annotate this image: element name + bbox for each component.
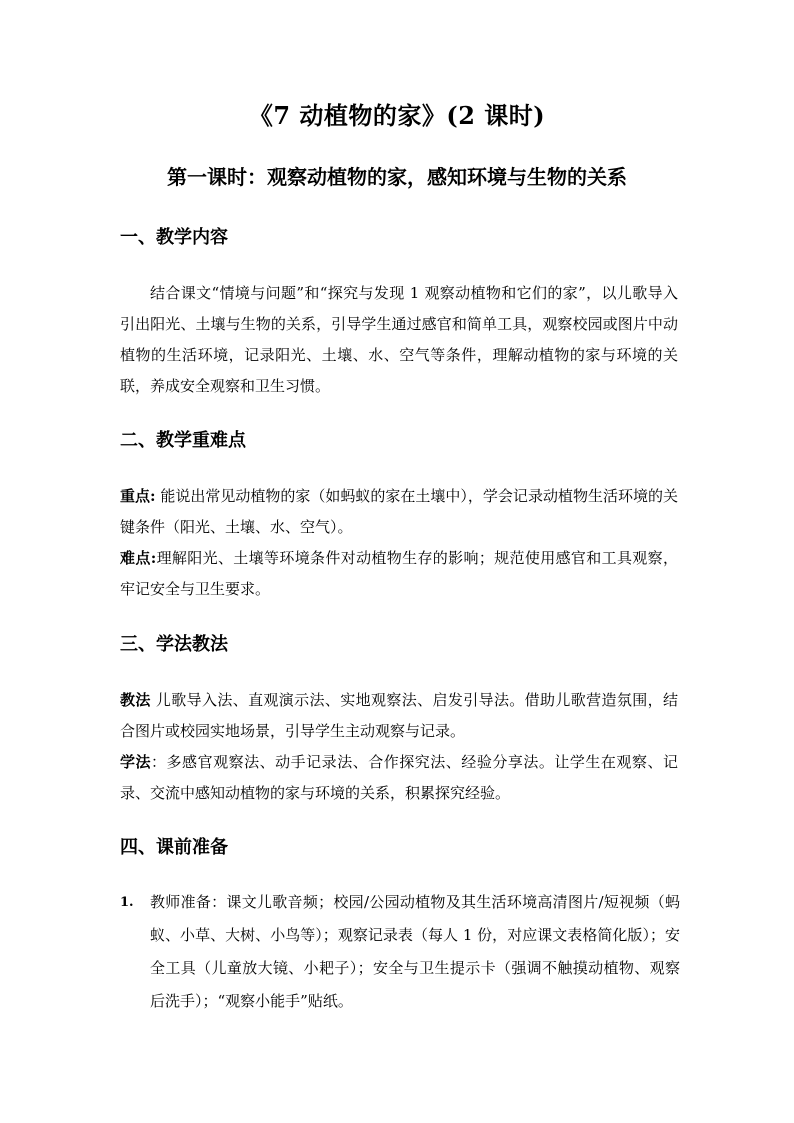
teaching-method-label: 教法 — [120, 691, 151, 709]
teaching-method-paragraph — [120, 685, 678, 747]
key-difficulty-paragraph — [120, 543, 678, 605]
learning-method-label: 学法 — [120, 753, 152, 771]
section-heading-content: 一、教学内容 — [120, 227, 228, 248]
section-content-paragraph: 结合课文“情境与问题”和“探究与发现 1 观察动植物和它们的家”，以儿歌导入引出阳光、土壤与生物的关系，引导学生通过感官和简单工具，观察校园或图片中动植物的生活环境，记录阳光、土壤、水、空气等条件，理解动植物的家与环境的关联，养成安全观察和卫生习惯。 — [120, 284, 678, 395]
list-item-number: 1. — [120, 895, 134, 910]
document-title: 《7 动植物的家》(2 课时) — [248, 101, 546, 130]
learning-method-paragraph — [120, 747, 678, 809]
document-subtitle: 第一课时：观察动植物的家，感知环境与生物的关系 — [167, 165, 627, 189]
section-heading-key-points: 二、教学重难点 — [120, 430, 246, 451]
section-heading-methods: 三、学法教法 — [120, 634, 228, 655]
preparation-list-item — [120, 886, 680, 1018]
key-focus-text: 能说出常见动植物的家（如蚂蚁的家在土壤中），学会记录动植物生活环境的关键条件（阳光、土壤、水、空气）。 — [120, 487, 678, 536]
list-item-text: 教师准备：课文儿歌音频；校园/公园动植物及其生活环境高清图片/短视频（蚂蚁、小草、大树、小鸟等）；观察记录表（每人 1 份，对应课文表格简化版）；安全工具（儿童放大镜、小耙子）；安全与卫生提示卡（强调不触摸动植物、观察后洗手）；“观察小能手”贴纸。 — [150, 893, 680, 1010]
key-focus-paragraph — [120, 481, 678, 543]
key-difficulty-text: 理解阳光、土壤等环境条件对动植物生存的影响；规范使用感官和工具观察，牢记安全与卫生要求。 — [120, 549, 678, 598]
learning-method-text: ：多感官观察法、动手记录法、合作探究法、经验分享法。让学生在观察、记录、交流中感知动植物的家与环境的关系，积累探究经验。 — [120, 753, 678, 802]
key-focus-label: 重点: — [120, 487, 156, 505]
key-difficulty-label: 难点: — [120, 549, 157, 567]
teaching-method-text: 儿歌导入法、直观演示法、实地观察法、启发引导法。借助儿歌营造氛围，结合图片或校园实地场景，引导学生主动观察与记录。 — [120, 691, 678, 740]
section-heading-preparation: 四、课前准备 — [120, 837, 228, 858]
